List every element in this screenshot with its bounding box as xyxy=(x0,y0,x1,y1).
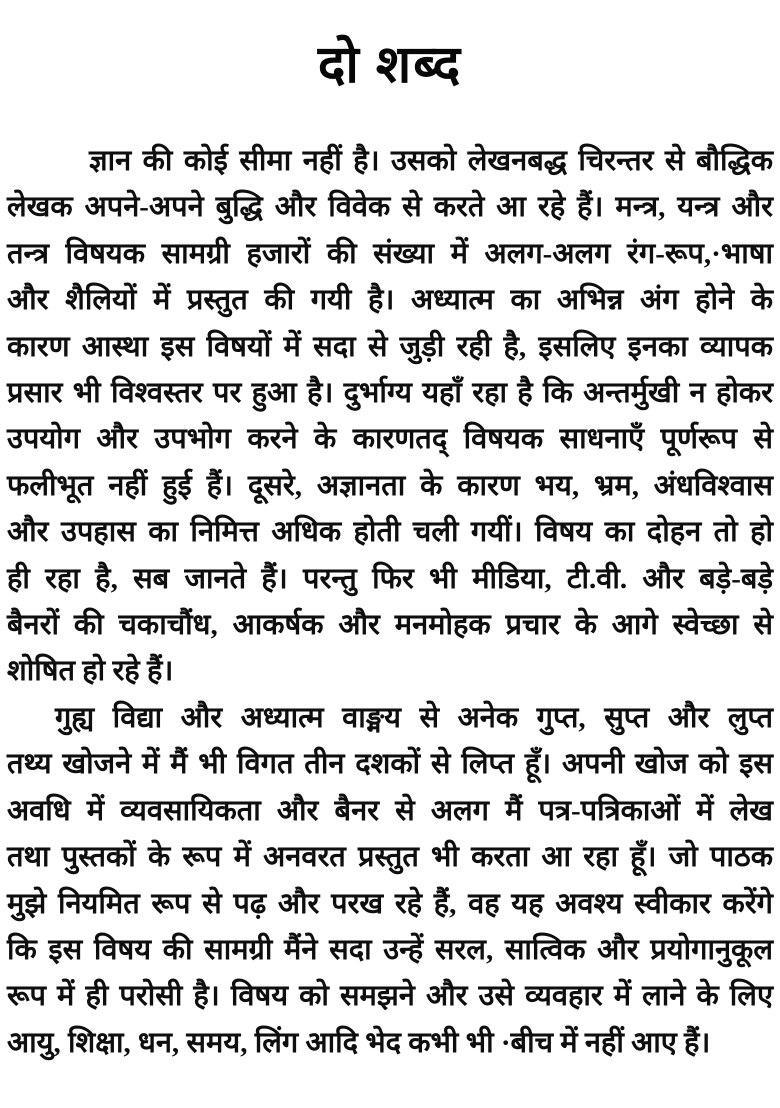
text-line: प्रसार भी विश्वस्तर पर हुआ है। दुर्भाग्य यहाँ रहा है कि अन्तर्मुखी न होकर xyxy=(7,377,773,410)
text-line: अवधि में व्यवसायिकता और बैनर से अलग मैं पत्र-पत्रिकाओं में लेख xyxy=(7,794,773,827)
text-line: ज्ञान की कोई सीमा नहीं है। उसको लेखनबद्ध चिरन्तर से बौद्धिक xyxy=(89,145,773,177)
text-line: आयु, शिक्षा, धन, समय, लिंग आदि भेद कभी भी ·बीच में नहीं आए हैं। xyxy=(7,1026,711,1059)
paragraph-2 xyxy=(7,695,773,1066)
page-title: दो शब्द xyxy=(317,37,463,94)
text-line: तथ्य खोजने में मैं भी विगत तीन दशकों से लिप्त हूँ। अपनी खोज को इस xyxy=(7,748,773,781)
text-line: तथा पुस्तकों के रूप में अनवरत प्रस्तुत भी करता आ रहा हूँ। जो पाठक xyxy=(7,841,773,874)
text-line: कारण आस्था इस विषयों में सदा से जुड़ी रही है, इसलिए इनका व्यापक xyxy=(7,330,773,363)
text-line: और शैलियों में प्रस्तुत की गयी है। अध्यात्म का अभिन्न अंग होने के xyxy=(7,284,773,317)
text-line: ही रहा है, सब जानते हैं। परन्तु फिर भी मीडिया, टी.वी. और बड़े-बड़े xyxy=(7,562,773,595)
body-text xyxy=(7,138,773,1066)
text-line: मुझे नियमित रूप से पढ़ और परख रहे हैं, वह यह अवश्य स्वीकार करेंगे xyxy=(7,887,773,920)
text-line: गुह्य विद्या और अध्यात्म वाङ्मय से अनेक गुप्त, सुप्त और लुप्त xyxy=(55,701,773,734)
text-line: रूप में ही परोसी है। विषय को समझने और उसे व्यवहार में लाने के लिए xyxy=(7,980,773,1013)
text-line: बैनरों की चकाचौंध, आकर्षक और मनमोहक प्रचार के आगे स्वेच्छा से xyxy=(7,609,773,642)
text-line: शोषित हो रहे हैं। xyxy=(7,655,174,688)
text-line: कि इस विषय की सामग्री मैंने सदा उन्हें सरल, सात्विक और प्रयोगानुकूल xyxy=(7,933,773,966)
text-line: फलीभूत नहीं हुई हैं। दूसरे, अज्ञानता के कारण भय, भ्रम, अंधविश्वास xyxy=(7,469,773,502)
text-line: तन्त्र विषयक सामग्री हजारों की संख्या में अलग-अलग रंग-रूप,·भाषा xyxy=(7,237,773,270)
text-line: उपयोग और उपभोग करने के कारणतद् विषयक साधनाएँ पूर्णरूप से xyxy=(7,423,773,456)
text-line: और उपहास का निमित्त अधिक होती चली गयीं। विषय का दोहन तो हो xyxy=(7,516,773,549)
text-line: लेखक अपने-अपने बुद्धि और विवेक से करते आ रहे हैं। मन्त्र, यन्त्र और xyxy=(7,191,773,224)
paragraph-1 xyxy=(7,138,773,695)
